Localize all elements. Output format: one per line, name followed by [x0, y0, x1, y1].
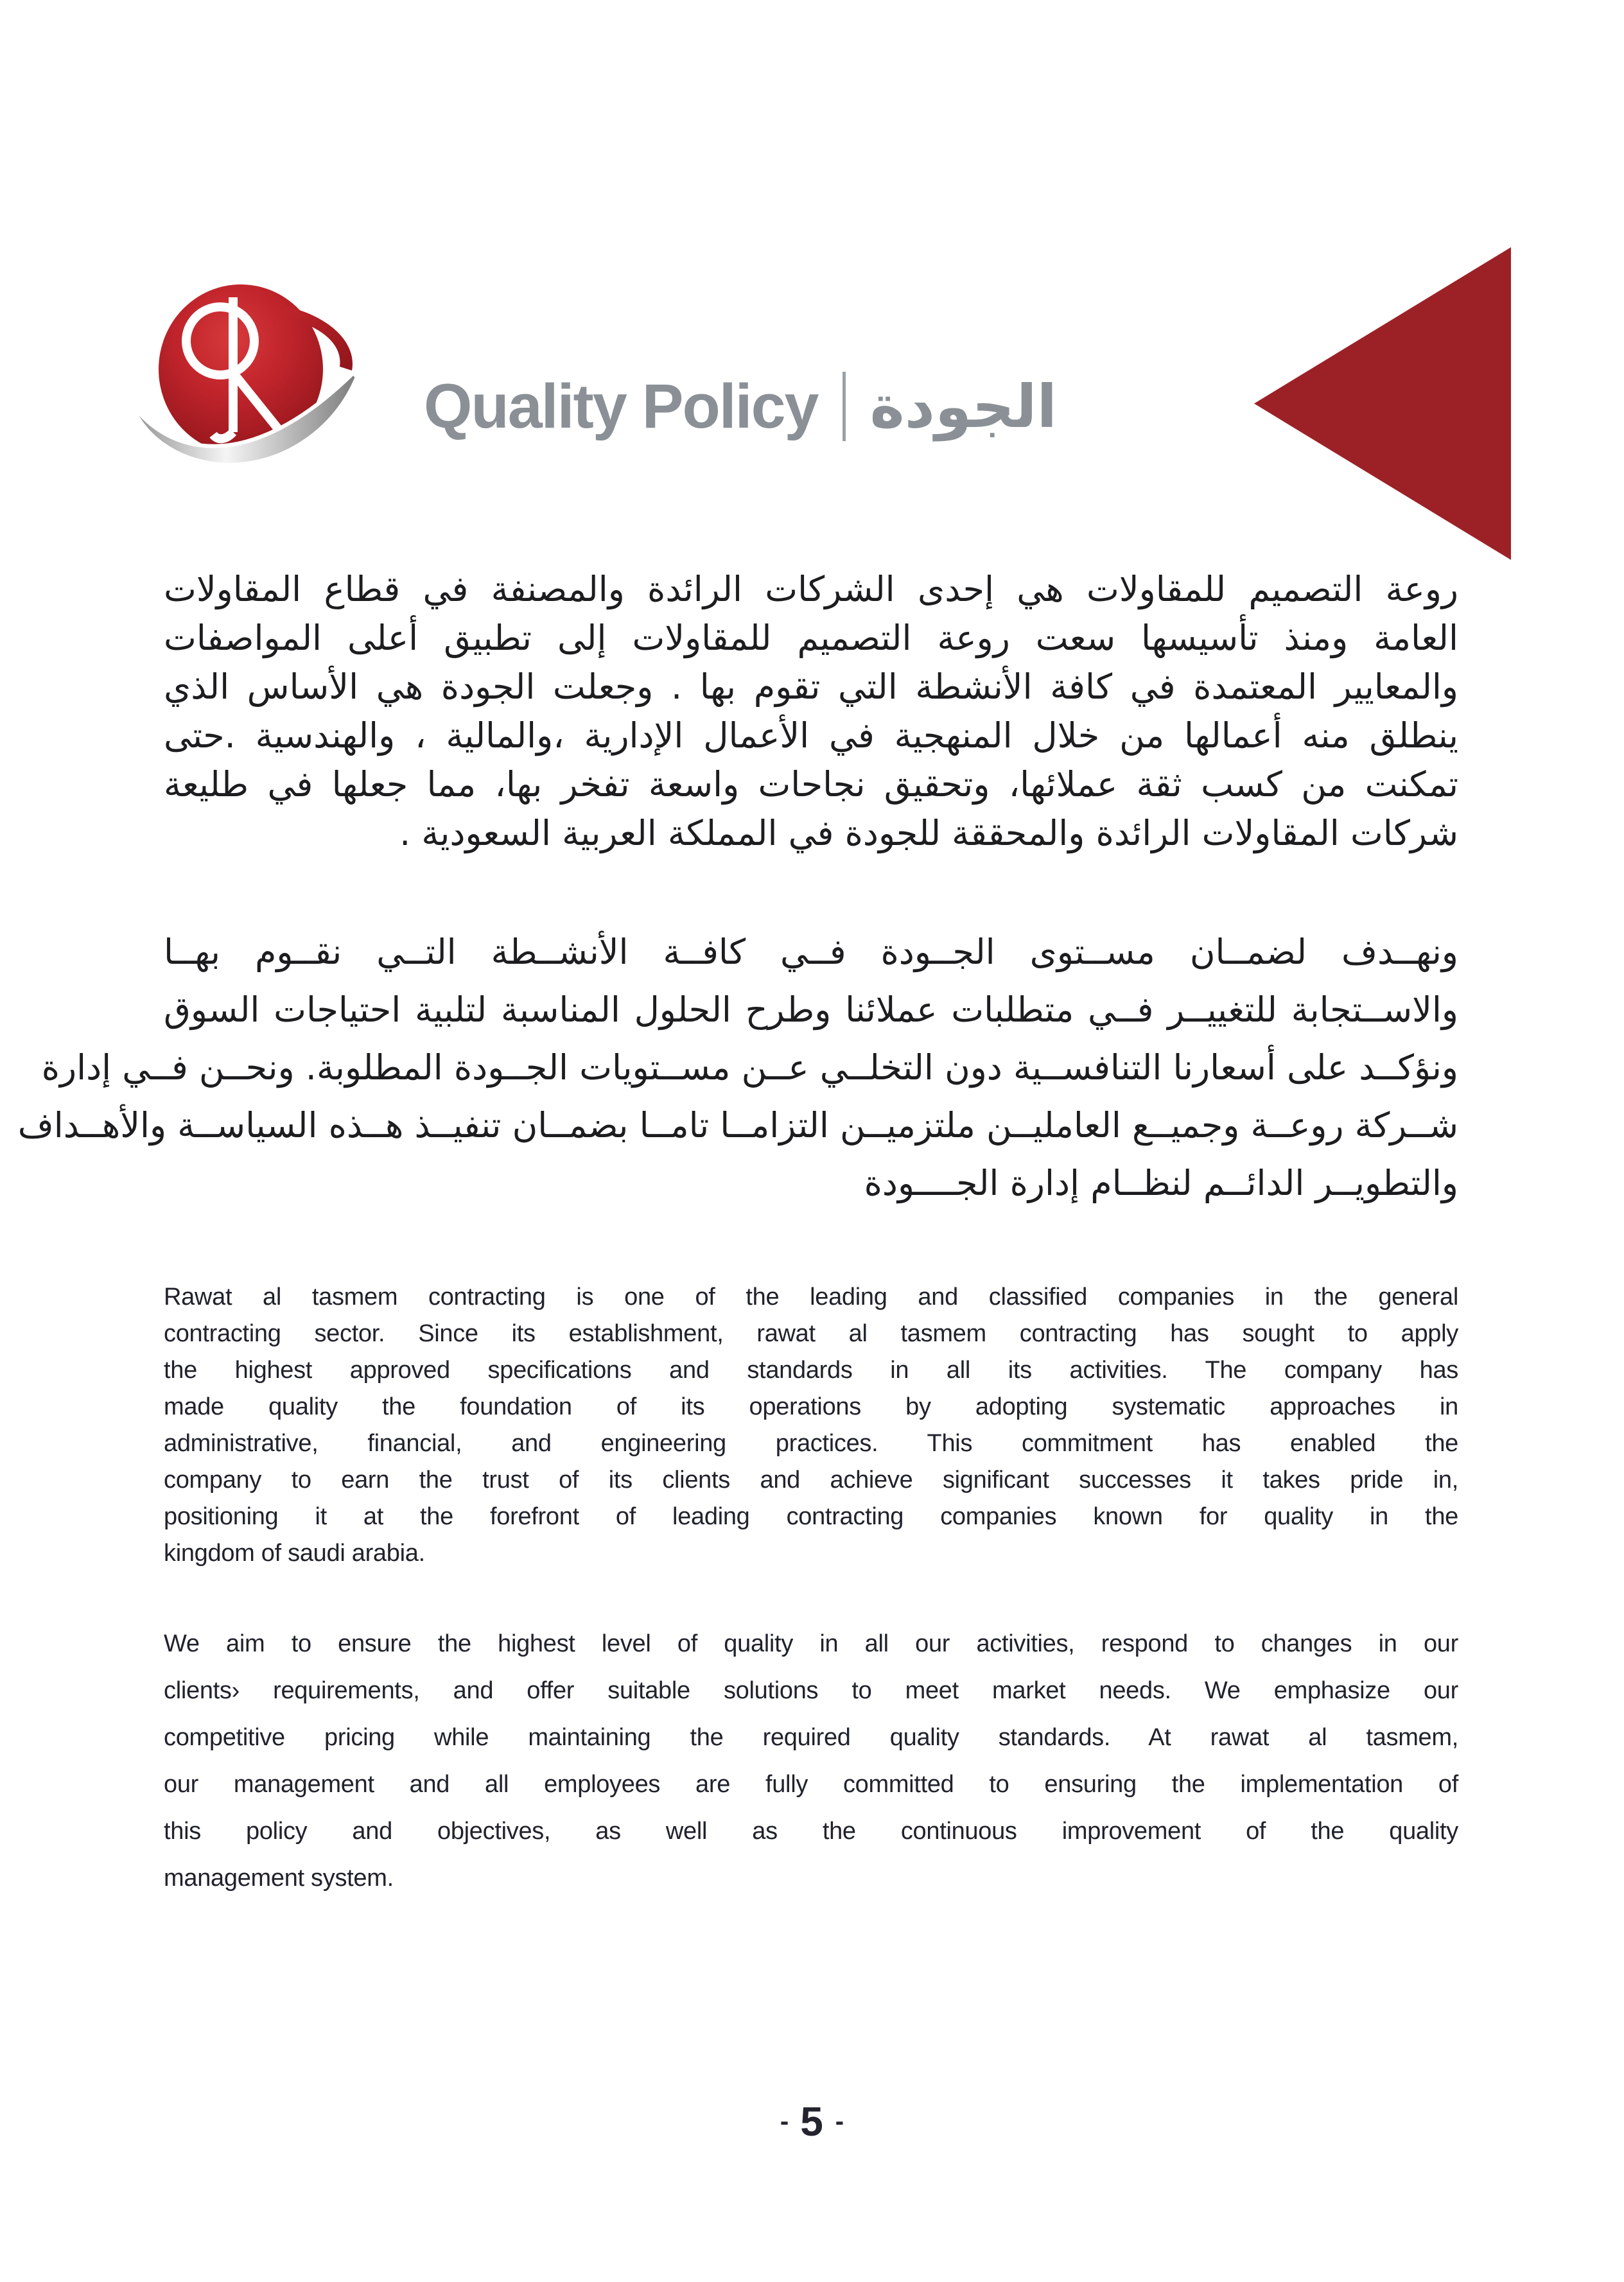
text-line: شركات المقاولات الرائدة والمحققة للجودة في المملكة العربية السعودية .: [399, 813, 1458, 853]
text-line: kingdom of saudi arabia.: [164, 1540, 425, 1567]
page-header: [424, 352, 1057, 461]
company-logo-icon: [128, 279, 360, 466]
text-line: positioning it at the forefront of leading contracting companies known for quality in the: [164, 1503, 1458, 1530]
text-line: والاســتجابة للتغييــر فــي متطلبات عملائنا وطرح الحلول المناسبة لتلبية احتياجات السوق: [164, 989, 1458, 1030]
company-logo: [128, 279, 360, 466]
text-line: administrative, financial, and engineering practices. This commitment has enabled the: [164, 1430, 1458, 1457]
text-line: clients› requirements, and offer suitable solutions to meet market needs. We emphasize our: [164, 1677, 1458, 1704]
text-line: this policy and objectives, as well as the continuous improvement of the quality: [164, 1818, 1458, 1845]
text-line: made quality the foundation of its operations by adopting systematic approaches in: [164, 1393, 1458, 1420]
page-number-value: 5: [800, 2098, 824, 2145]
page-number: [0, 2098, 1624, 2145]
text-line: شــركة روعــة وجميــع العامليــن ملتزميــن التزامــا تامــا بضمــان تنفيــذ هــذه السياســة والأهــداف: [17, 1105, 1458, 1145]
text-line: competitive pricing while maintaining the required quality standards. At rawat al tasmem,: [164, 1724, 1458, 1751]
text-line: contracting sector. Since its establishment, rawat al tasmem contracting has sought to apply: [164, 1320, 1458, 1347]
text-line: والتطويــر الدائــم لنظــام إدارة الجــــودة: [864, 1163, 1458, 1203]
text-line: Rawat al tasmem contracting is one of the leading and classified companies in the general: [164, 1284, 1458, 1311]
text-line: the highest approved specifications and standards in all its activities. The company has: [164, 1357, 1458, 1384]
page-number-dash-left: -: [780, 2107, 789, 2136]
english-paragraph-2: [164, 1621, 1458, 1902]
text-line: our management and all employees are fully committed to ensuring the implementation of: [164, 1771, 1458, 1798]
left-arrow-triangle-icon: [1254, 247, 1511, 560]
text-line: ونهــدف لضمــان مســتوى الجــودة فــي كافــة الأنشــطة التــي نقــوم بهــا: [164, 932, 1458, 972]
text-line: ينطلق منه أعمالها من خلال المنهجية في الأعمال الإدارية ،والمالية ، والهندسية .حتى: [164, 715, 1458, 756]
text-line: والمعايير المعتمدة في كافة الأنشطة التي تقوم بها . وجعلت الجودة هي الأساس الذي: [164, 666, 1458, 707]
arabic-paragraph-2: [17, 923, 1458, 1212]
text-line: ونؤكــد على أسعارنا التنافســية دون التخلــي عــن مســتويات الجــودة المطلوبة. ونحــن فــي إدارة: [41, 1047, 1458, 1088]
text-line: روعة التصميم للمقاولات هي إحدى الشركات الرائدة والمصنفة في قطاع المقاولات: [164, 569, 1458, 609]
arabic-paragraph-1: [164, 565, 1458, 858]
page-title-arabic: الجودة: [869, 372, 1058, 441]
text-line: تمكنت من كسب ثقة عملائها، وتحقيق نجاحات واسعة تفخر بها، مما جعلها في طليعة: [164, 764, 1458, 805]
text-line: We aim to ensure the highest level of quality in all our activities, respond to changes in our: [164, 1630, 1458, 1657]
page-number-dash-right: -: [835, 2107, 844, 2136]
english-paragraph-1: [164, 1279, 1458, 1572]
title-divider: [843, 372, 846, 441]
text-line: العامة ومنذ تأسيسها سعت روعة التصميم للمقاولات إلى تطبيق أعلى المواصفات: [164, 618, 1458, 658]
text-line: management system.: [164, 1865, 394, 1892]
text-line: company to earn the trust of its clients and achieve significant successes it takes pride in,: [164, 1467, 1458, 1494]
page-title-english: Quality Policy: [424, 371, 818, 441]
